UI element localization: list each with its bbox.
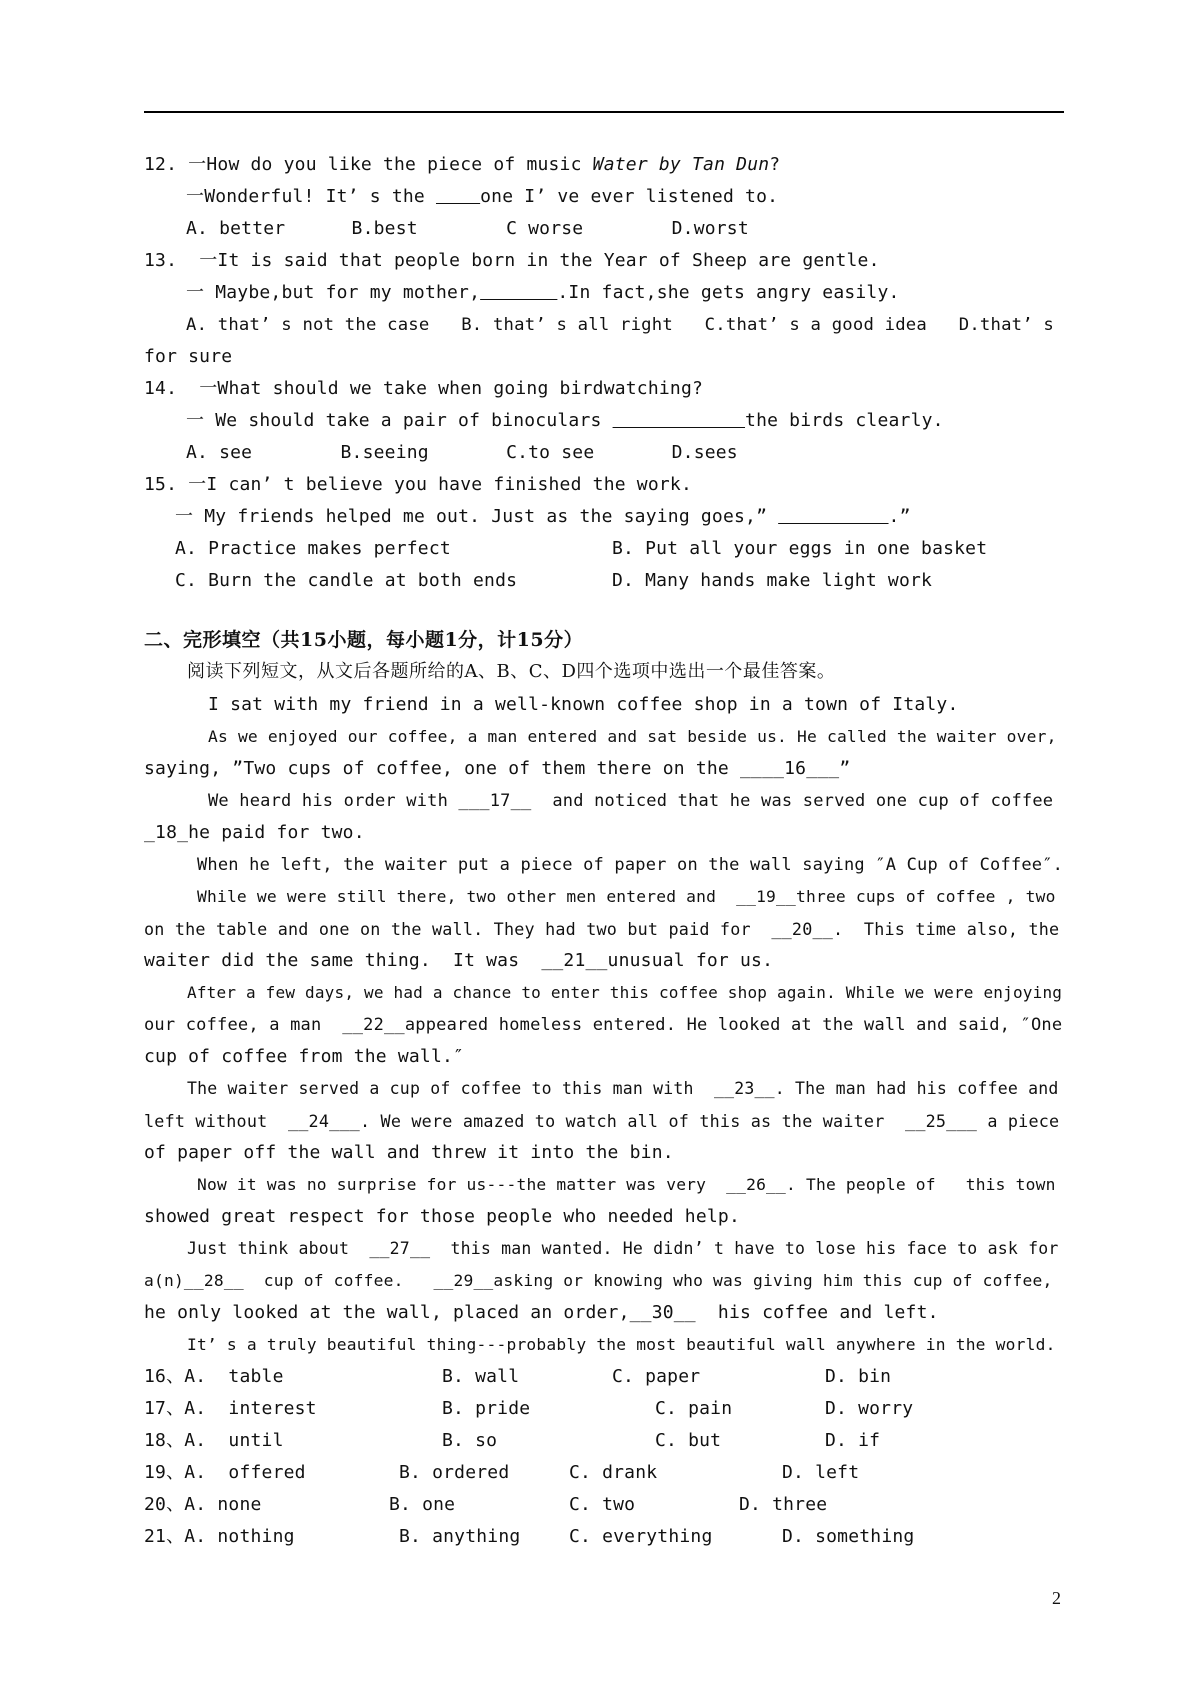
answer-blank — [480, 282, 557, 303]
answer-row-20-c: C. two — [569, 1494, 636, 1515]
q13-line1 — [144, 249, 880, 273]
q13-line2 — [186, 281, 900, 305]
passage-line: left without __24___. We were amazed to watch all of this as the waiter __25___ a piece — [144, 1111, 1060, 1131]
header-rule — [144, 111, 1064, 113]
answer-row-19-d: D. left — [782, 1462, 860, 1483]
q14-answer-pre: 一 We should take a pair of binoculars — [186, 410, 613, 431]
q15-option-b: B. Put all your eggs in one basket — [612, 538, 988, 559]
answer-blank — [436, 186, 480, 207]
answer-row-19-label: 19、A. offered — [144, 1462, 306, 1483]
answer-row-18-b: B. so — [442, 1430, 498, 1451]
q14-options: A. see B.seeing C.to see D.sees — [186, 442, 738, 463]
answer-row-21-label: 21、A. nothing — [144, 1526, 295, 1547]
passage-line: saying, ”Two cups of coffee, one of them there on the ____16___” — [144, 758, 851, 779]
question-number: 15. — [144, 474, 178, 495]
answer-row-20-label: 20、A. none — [144, 1494, 262, 1515]
q12-line1 — [144, 153, 780, 177]
q12-punct: ? — [769, 154, 781, 175]
passage-line: After a few days, we had a chance to enter this coffee shop again. While we were enjoying — [187, 983, 1063, 1002]
passage-line: Just think about __27__ this man wanted. He didn’ t have to lose his face to ask for — [187, 1239, 1059, 1258]
q12-answer-pre: 一Wonderful! It’ s the — [186, 186, 436, 207]
answer-row-20-d: D. three — [739, 1494, 828, 1515]
passage-line: When he left, the waiter put a piece of paper on the wall saying ″A Cup of Coffee″. — [197, 855, 1064, 875]
section-instruction: 阅读下列短文，从文后各题所给的A、B、C、D四个选项中选出一个最佳答案。 — [187, 661, 836, 682]
answer-row-16-c: C. paper — [612, 1366, 701, 1387]
answer-row-17-b: B. pride — [442, 1398, 531, 1419]
answer-row-17-c: C. pain — [655, 1398, 733, 1419]
answer-row-18-c: C. but — [655, 1430, 722, 1451]
answer-row-20-b: B. one — [389, 1494, 456, 1515]
answer-row-18-d: D. if — [825, 1430, 881, 1451]
answer-row-16-b: B. wall — [442, 1366, 520, 1387]
q15-prompt: 一I can’ t believe you have finished the work. — [188, 474, 692, 495]
question-number: 13. — [144, 250, 178, 271]
q15-answer-post: .” — [888, 506, 911, 527]
passage-line: cup of coffee from the wall.″ — [144, 1046, 465, 1067]
answer-blank — [613, 410, 745, 431]
q13-options-wrap: for sure — [144, 346, 233, 367]
passage-line: waiter did the same thing. It was __21__unusual for us. — [144, 950, 774, 971]
answer-row-21-b: B. anything — [399, 1526, 521, 1547]
passage-line: It’ s a truly beautiful thing---probably the most beautiful wall anywhere in the world. — [187, 1335, 1056, 1354]
passage-line: While we were still there, two other men entered and __19__three cups of coffee , two — [197, 887, 1056, 906]
q12-prompt: 一How do you like the piece of music — [188, 154, 593, 175]
q14-answer-post: the birds clearly. — [745, 410, 944, 431]
answer-row-16-label: 16、A. table — [144, 1366, 284, 1387]
answer-row-19-b: B. ordered — [399, 1462, 510, 1483]
passage-line: We heard his order with ___17__ and noticed that he was served one cup of coffee — [208, 791, 1054, 811]
answer-row-18-label: 18、A. until — [144, 1430, 284, 1451]
q13-answer-post: .In fact,she gets angry easily. — [557, 282, 900, 303]
question-number: 12. — [144, 154, 178, 175]
passage-line: on the table and one on the wall. They had two but paid for __20__. This time also, the — [144, 919, 1060, 939]
passage-line: showed great respect for those people who needed help. — [144, 1206, 740, 1227]
answer-blank — [778, 506, 888, 527]
q12-answer-post: one I’ ve ever listened to. — [480, 186, 779, 207]
q15-line1 — [144, 473, 692, 497]
q15-answer-pre: 一 My friends helped me out. Just as the saying goes,” — [175, 506, 779, 527]
q14-line2 — [186, 409, 944, 433]
passage-line: our coffee, a man __22__appeared homeless entered. He looked at the wall and said, ″One — [144, 1015, 1063, 1035]
q14-prompt: 一What should we take when going birdwatching? — [199, 378, 704, 399]
q15-option-a: A. Practice makes perfect — [175, 538, 451, 559]
answer-row-17-d: D. worry — [825, 1398, 914, 1419]
q15-line2 — [175, 505, 911, 529]
passage-line: of paper off the wall and threw it into the bin. — [144, 1142, 674, 1163]
passage-line: he only looked at the wall, placed an order,__30__ his coffee and left. — [144, 1302, 939, 1323]
section-heading: 二、完形填空（共15小题，每小题1分，计15分） — [144, 629, 584, 651]
q15-option-d: D. Many hands make light work — [612, 570, 933, 591]
answer-row-17-label: 17、A. interest — [144, 1398, 317, 1419]
q12-line2 — [186, 185, 778, 209]
passage-line: _18_he paid for two. — [144, 822, 365, 843]
q15-option-c: C. Burn the candle at both ends — [175, 570, 518, 591]
passage-line: a(n)__28__ cup of coffee. __29__asking or knowing who was giving him this cup of coffee, — [144, 1271, 1053, 1290]
passage-line: I sat with my friend in a well-known coffee shop in a town of Italy. — [208, 694, 959, 715]
q13-answer-pre: 一 Maybe,but for my mother, — [186, 282, 481, 303]
q13-options: A. that’ s not the case B. that’ s all right C.that’ s a good idea D.that’ s — [186, 315, 1055, 335]
page-number: 2 — [1052, 1588, 1061, 1608]
q14-line1 — [144, 377, 703, 401]
q12-music-title: Water by Tan Dun — [592, 154, 770, 175]
question-number: 14. — [144, 378, 178, 399]
answer-row-21-d: D. something — [782, 1526, 915, 1547]
passage-line: The waiter served a cup of coffee to this man with __23__. The man had his coffee and — [187, 1079, 1059, 1098]
q12-options: A. better B.best C worse D.worst — [186, 218, 749, 239]
q13-prompt: 一It is said that people born in the Year of Sheep are gentle. — [199, 250, 880, 271]
passage-line: Now it was no surprise for us---the matter was very __26__. The people of this town — [197, 1175, 1056, 1194]
answer-row-21-c: C. everything — [569, 1526, 713, 1547]
answer-row-19-c: C. drank — [569, 1462, 658, 1483]
passage-line: As we enjoyed our coffee, a man entered and sat beside us. He called the waiter over, — [208, 727, 1057, 746]
answer-row-16-d: D. bin — [825, 1366, 892, 1387]
